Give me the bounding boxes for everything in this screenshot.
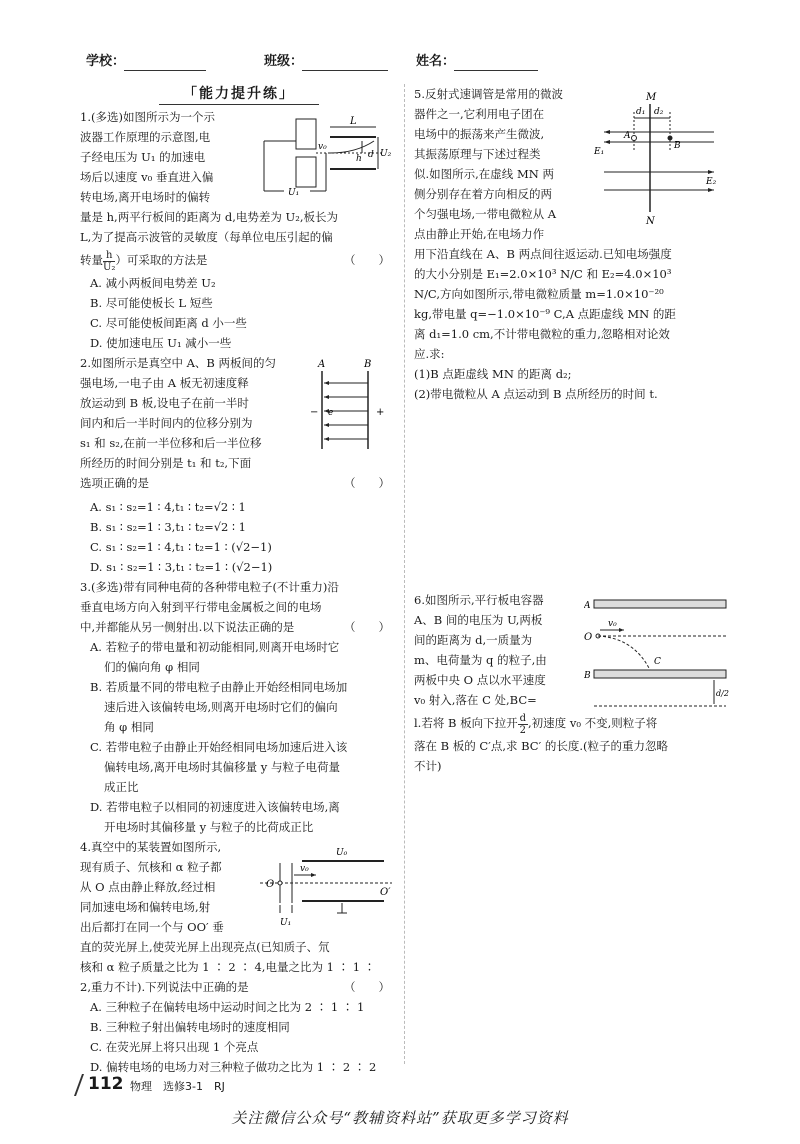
q2-line: s₁ 和 s₂,在前一半位移和后一半位移 <box>80 436 262 450</box>
q4-option-a[interactable]: A. 三种粒子在偏转电场中运动时间之比为 2 ∶ 1 ∶ 1 <box>90 1000 365 1014</box>
q4-option-d[interactable]: D. 偏转电场的电场力对三种粒子做功之比为 1 ∶ 2 ∶ 2 <box>90 1060 377 1074</box>
question-5 <box>414 84 732 586</box>
q1-line: 子经电压为 U₁ 的加速电 <box>80 150 206 164</box>
question-3 <box>80 577 398 837</box>
q3-answer-paren[interactable]: （ ） <box>344 620 390 634</box>
question-6 <box>414 590 732 776</box>
school-label: 学校： <box>86 54 126 69</box>
q6-fig-B: B <box>584 671 591 681</box>
name-blank[interactable] <box>454 70 538 71</box>
q6-prefix: l.若将 B 板向下拉开 <box>414 716 518 730</box>
q2-line: 强电场,一电子由 A 板无初速度释 <box>80 376 249 390</box>
q1-option-d[interactable]: D. 使加速电压 U₁ 减小一些 <box>90 336 232 350</box>
q2-option-a[interactable]: A. s₁ ∶ s₂=1 ∶ 4,t₁ ∶ t₂=√2 ∶ 1 <box>90 500 246 514</box>
q6-line: 两板中央 O 点以水平速度 <box>414 673 546 687</box>
q6-fig-A: A <box>584 601 591 611</box>
q1-line: 转电场,离开电场时的偏转 <box>80 190 211 204</box>
name-label: 姓名： <box>416 54 456 69</box>
q3-option-d-line: 开电场时其偏移量 y 与粒子的比荷成正比 <box>104 820 314 834</box>
q3-option-d[interactable] <box>90 797 398 837</box>
question-4 <box>80 837 398 1077</box>
q1-fraction <box>103 250 115 273</box>
q5-subquestion-2: (2)带电微粒从 A 点运动到 B 点所经历的时间 t. <box>414 387 658 401</box>
q2-line: 放运动到 B 板,设电子在前一半时 <box>80 396 249 410</box>
q4-fig-O: O <box>266 879 275 890</box>
q3-option-b-line: 速后进入该偏转电场,则离开电场时它们的偏向 <box>104 700 338 714</box>
q3-option-c[interactable] <box>90 737 398 797</box>
q2-option-c[interactable]: C. s₁ ∶ s₂=1 ∶ 4,t₁ ∶ t₂=1 ∶ (√2−1) <box>90 540 272 554</box>
class-blank[interactable] <box>302 70 388 71</box>
q3-line-text: 中,并都能从另一侧射出.以下说法正确的是 <box>80 620 295 634</box>
q5-line: 的大小分别是 E₁=2.0×10³ N/C 和 E₂=4.0×10³ <box>414 267 672 281</box>
q1-frac-num: h <box>103 250 115 262</box>
q3-option-c-line: C. 若带电粒子由静止开始经相同电场加速后进入该 <box>90 740 348 754</box>
q5-line: 器件之一,它利用电子团在 <box>414 107 545 121</box>
q2-fig-plus: + <box>376 407 385 418</box>
right-column <box>414 84 732 776</box>
q6-line: 落在 B 板的 C′点,求 BC′ 的长度.(粒子的重力忽略 <box>414 739 669 753</box>
q1-suffix: ）可采取的方法是 <box>115 253 208 267</box>
q1-line: 波器工作原理的示意图,电 <box>80 130 211 144</box>
q3-option-d-line: D. 若带电粒子以相同的初速度进入该偏转电场,离 <box>90 800 340 814</box>
q4-option-b[interactable]: B. 三种粒子射出偏转电场时的速度相同 <box>90 1020 290 1034</box>
q4-line: 从 O 点由静止释放,经过相 <box>80 880 216 894</box>
section-title: 「能力提升练」 <box>159 84 319 105</box>
school-blank[interactable] <box>124 70 206 71</box>
q5-answer-space[interactable] <box>414 404 732 586</box>
q5-line: 离 d₁=1.0 cm,不计带电微粒的重力,忽略相对论效 <box>414 327 670 341</box>
q3-option-c-line: 成正比 <box>104 780 139 794</box>
q5-line: 电场中的振荡来产生微波, <box>414 127 545 141</box>
q4-line-text: 2,重力不计).下列说法中正确的是 <box>80 980 249 994</box>
student-info-header <box>86 52 726 76</box>
q2-field-figure <box>306 357 396 453</box>
q4-line: 核和 α 粒子质量之比为 1 ∶ 2 ∶ 4,电量之比为 1 ∶ 1 ∶ <box>80 960 376 974</box>
q1-frac-den: U₂ <box>103 261 116 273</box>
q3-option-c-line: 偏转电场,离开电场时其偏移量 y 与粒子电荷量 <box>104 760 340 774</box>
left-column <box>80 84 398 1077</box>
q2-line: 间内和后一半时间内的位移分别为 <box>80 416 253 430</box>
q5-fig-B: B <box>674 141 681 151</box>
q3-option-b[interactable] <box>90 677 398 737</box>
q5-subquestion-1: (1)B 点距虚线 MN 的距离 d₂; <box>414 367 572 381</box>
q5-fig-E2: E₂ <box>706 177 717 187</box>
q6-line: 6.如图所示,平行板电容器 <box>414 593 544 607</box>
q4-fig-Op: O′ <box>380 887 391 898</box>
q4-line: 现有质子、氘核和 α 粒子都 <box>80 860 222 874</box>
q3-option-a[interactable] <box>90 637 398 677</box>
q6-frac-den: 2 <box>519 724 526 736</box>
q3-line: 垂直电场方向入射到平行带电金属板之间的电场 <box>80 600 322 614</box>
q1-fig-U1: U₁ <box>288 188 300 198</box>
q6-line: v₀ 射入,落在 C 处,BC= <box>414 693 537 707</box>
q2-option-d[interactable]: D. s₁ ∶ s₂=1 ∶ 3,t₁ ∶ t₂=1 ∶ (√2−1) <box>90 560 273 574</box>
q3-line <box>80 617 398 637</box>
q4-line: 同加速电场和偏转电场,射 <box>80 900 211 914</box>
q1-line: 量是 h,两平行板间的距离为 d,电势差为 U₂,板长为 <box>80 210 339 224</box>
q3-option-a-line: 们的偏向角 φ 相同 <box>104 660 200 674</box>
q1-line: L,为了提高示波管的灵敏度（每单位电压引起的偏 <box>80 230 333 244</box>
q2-answer-paren[interactable]: （ ） <box>344 476 390 490</box>
column-divider <box>404 84 405 1064</box>
q5-line: 个匀强电场,一带电微粒从 A <box>414 207 557 221</box>
q5-fig-A: A <box>624 131 631 141</box>
q6-line: 间的距离为 d,一质量为 <box>414 633 533 647</box>
q4-fig-v0: v₀ <box>300 864 309 874</box>
q4-fig-U1: U₁ <box>280 918 292 928</box>
q6-frac-num: d <box>519 712 527 724</box>
q2-line: 2.如图所示是真空中 A、B 两板间的匀 <box>80 356 277 370</box>
q5-fig-E1: E₁ <box>594 147 605 157</box>
q6-line: m、电荷量为 q 的粒子,由 <box>414 653 547 667</box>
q3-option-b-line: B. 若质量不同的带电粒子由静止开始经相同电场加 <box>90 680 348 694</box>
question-1 <box>80 107 398 353</box>
q4-line <box>80 977 398 997</box>
q1-fig-v0: v₀ <box>318 142 327 152</box>
q5-line: N/C,方向如图所示,带电微粒质量 m=1.0×10⁻²⁰ <box>414 287 664 301</box>
q1-fig-U2: U₂ <box>380 149 392 159</box>
q6-capacitor-figure <box>584 594 734 724</box>
q6-fraction <box>518 713 528 736</box>
q1-line: 场后以速度 v₀ 垂直进入偏 <box>80 170 214 184</box>
q2-fig-minus: − <box>310 407 319 418</box>
q6-fig-d2: d/2 <box>716 689 729 698</box>
question-2 <box>80 353 398 577</box>
q5-fig-d2: d₂ <box>654 107 664 117</box>
q5-line: kg,带电量 q=−1.0×10⁻⁹ C,A 点距虚线 MN 的距 <box>414 307 676 321</box>
q4-apparatus-figure <box>252 843 398 931</box>
q5-fig-d1: d₁ <box>636 107 646 117</box>
q3-line: 3.(多选)带有同种电荷的各种带电粒子(不计重力)沿 <box>80 580 339 594</box>
q1-option-a[interactable]: A. 减小两板间电势差 U₂ <box>90 276 216 290</box>
page-number: 112 <box>88 1074 124 1094</box>
q2-line-text: 选项正确的是 <box>80 476 149 490</box>
q2-fig-e: e <box>328 408 334 418</box>
q4-answer-paren[interactable]: （ ） <box>344 980 390 994</box>
page-footer <box>78 1074 258 1098</box>
q5-fig-N: N <box>646 216 655 227</box>
q5-line: 点由静止开始,在电场力作 <box>414 227 545 241</box>
q5-field-figure <box>594 88 724 228</box>
q6-line: 不计) <box>414 759 442 773</box>
q6-suffix: ,初速度 v₀ 不变,则粒子将 <box>528 716 658 730</box>
q1-fig-L: L <box>350 116 357 127</box>
q5-line: 其振荡原理与下述过程类 <box>414 147 541 161</box>
q1-prefix: 转量 <box>80 253 103 267</box>
q6-line: A、B 间的电压为 U,两板 <box>414 613 543 627</box>
q5-line: 侧分别存在着方向相反的两 <box>414 187 552 201</box>
q4-line: 出后都打在同一个与 OO′ 垂 <box>80 920 224 934</box>
q1-line-fraction <box>80 247 398 273</box>
q1-option-b[interactable]: B. 尽可能使板长 L 短些 <box>90 296 213 310</box>
q4-option-c[interactable]: C. 在荧光屏上将只出现 1 个亮点 <box>90 1040 259 1054</box>
q3-option-a-line: A. 若粒子的带电量和初动能相同,则离开电场时它 <box>90 640 340 654</box>
q1-fig-h: h <box>356 154 362 164</box>
q5-line: 5.反射式速调管是常用的微波 <box>414 87 563 101</box>
q6-fig-O: O <box>584 632 593 643</box>
q3-option-b-line: 角 φ 相同 <box>104 720 154 734</box>
q5-line: 似.如图所示,在虚线 MN 两 <box>414 167 554 181</box>
q2-fig-B: B <box>364 359 372 370</box>
q4-line: 直的荧光屏上,使荧光屏上出现亮点(已知质子、氘 <box>80 940 330 954</box>
q6-fig-v0: v₀ <box>608 619 617 629</box>
q5-line: 应.求: <box>414 347 445 361</box>
q2-line <box>80 473 398 493</box>
q2-fig-A: A <box>318 359 326 370</box>
q1-oscilloscope-figure <box>256 111 396 207</box>
q6-fig-C: C <box>654 657 661 667</box>
q5-line: 用下沿直线在 A、B 两点间往返运动.已知电场强度 <box>414 247 672 261</box>
q2-line: 所经历的时间分别是 t₁ 和 t₂,下面 <box>80 456 252 470</box>
q5-fig-M: M <box>646 92 657 103</box>
q2-option-b[interactable]: B. s₁ ∶ s₂=1 ∶ 3,t₁ ∶ t₂=√2 ∶ 1 <box>90 520 246 534</box>
book-label: 物理 选修3-1 RJ <box>130 1080 225 1093</box>
class-label: 班级： <box>264 54 304 69</box>
q1-option-c[interactable]: C. 尽可能使板间距离 d 小一些 <box>90 316 247 330</box>
q1-line: 1.(多选)如图所示为一个示 <box>80 110 215 124</box>
q1-fig-d: d <box>368 150 374 160</box>
q4-fig-U0: U₀ <box>336 848 348 858</box>
q4-line: 4.真空中的某装置如图所示, <box>80 840 222 854</box>
q1-answer-paren[interactable]: （ ） <box>344 253 390 267</box>
promo-text: 关注微信公众号“教辅资料站”获取更多学习资料 <box>231 1109 569 1127</box>
